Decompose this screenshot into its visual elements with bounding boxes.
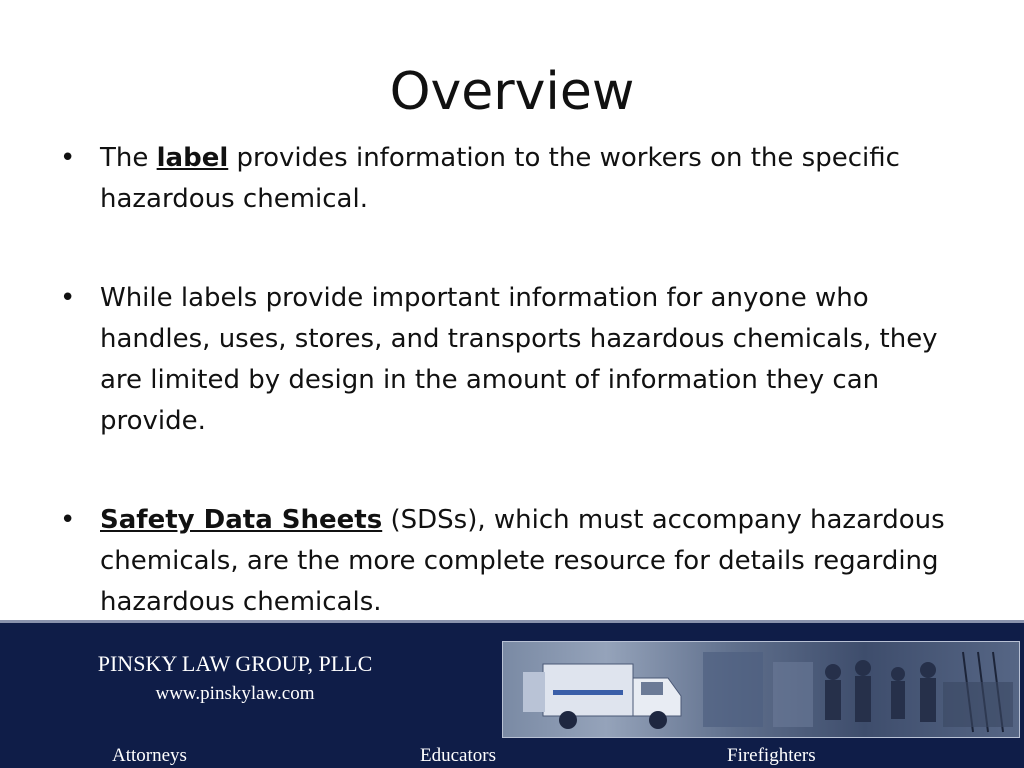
bullet-icon: • — [60, 143, 76, 173]
footer-banner — [0, 620, 1024, 768]
bullet-text: While labels provide important information for anyone who handles, uses, stores, and transports hazardous chemicals, they are limited by design in the amount of information they can provide. — [100, 283, 938, 436]
footer-tag-firefighters: Firefighters — [727, 745, 816, 766]
bullet-item — [60, 138, 960, 220]
slide-title: Overview — [389, 62, 635, 122]
ambulance-icon — [523, 664, 681, 729]
bullet-icon: • — [60, 505, 76, 535]
bullet-icon: • — [60, 283, 76, 313]
emphasis-sds: Safety Data Sheets — [100, 505, 383, 535]
footer-tag-attorneys: Attorneys — [112, 745, 187, 766]
bullet-item — [60, 278, 960, 442]
emphasis-label: label — [156, 143, 229, 173]
footer-tag-educators: Educators — [420, 745, 496, 766]
bullet-item — [60, 500, 960, 623]
emergency-vehicles-photo-icon — [502, 641, 1020, 738]
bullet-text: The — [100, 143, 149, 173]
firm-website: www.pinskylaw.com — [155, 683, 315, 704]
bullet-text: (SDSs), which must accompany hazardous chemicals, are the more complete resource for details regarding hazardous chemicals. — [100, 505, 945, 617]
bullet-list — [60, 138, 960, 623]
bullet-text: provides information to the workers on the specific hazardous chemical. — [100, 143, 900, 214]
firm-name: PINSKY LAW GROUP, PLLC — [97, 651, 373, 676]
